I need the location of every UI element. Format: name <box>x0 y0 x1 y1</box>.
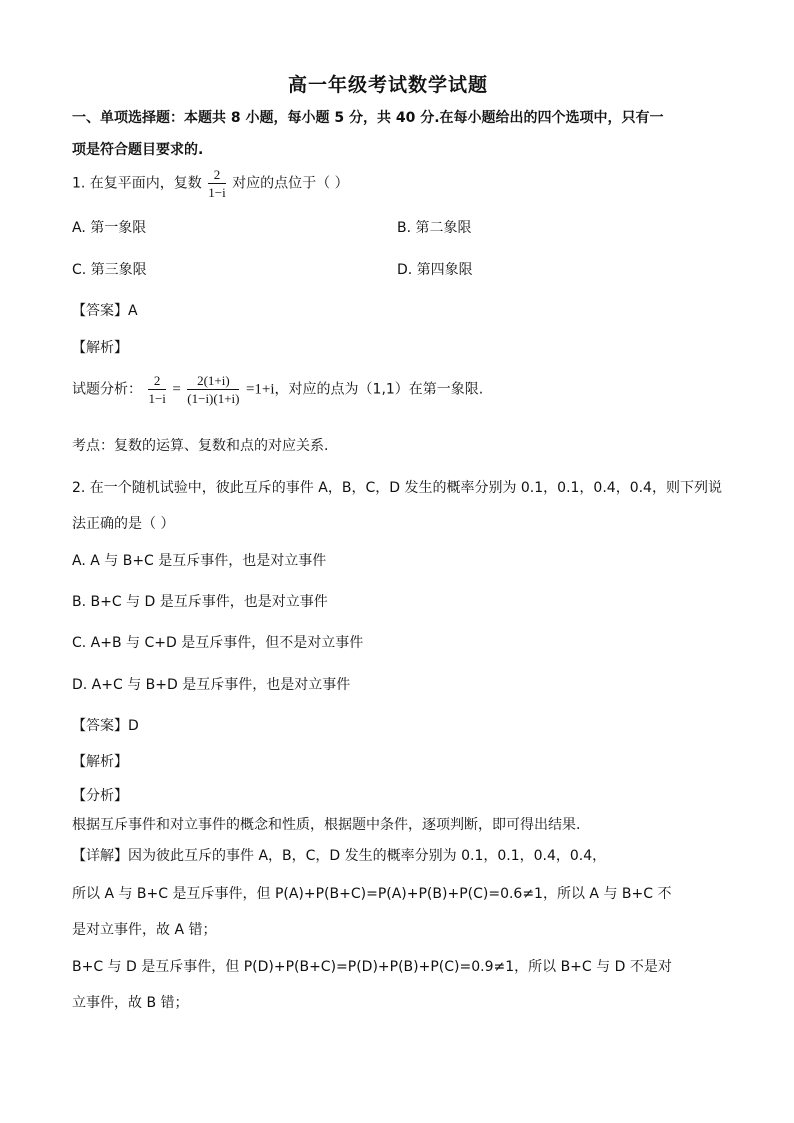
page-title: 高一年级考试数学试题 <box>288 74 489 96</box>
q1-fraction-num: 2 <box>208 166 225 184</box>
q1-option-c: C. 第三象限 <box>72 262 147 278</box>
q2-option-d: D. A+C 与 B+D 是互斥事件，也是对立事件 <box>72 677 351 693</box>
q1-f2-den: (1−i)(1+i) <box>187 391 240 406</box>
q1-answer: 【答案】A <box>72 303 138 319</box>
q1-f1-den: 1−i <box>148 391 166 406</box>
q2-option-a: A. A 与 B+C 是互斥事件，也是对立事件 <box>72 553 327 569</box>
q2-stem-line2: 法正确的是（ ） <box>72 516 175 532</box>
q2-detail-line3: 是对立事件，故 A 错； <box>72 922 217 938</box>
q1-analysis-suffix: ，对应的点为（1,1）在第一象限. <box>274 381 484 398</box>
section-instructions-line1: 一、单项选择题：本题共 8 小题，每小题 5 分，共 40 分.在每小题给出的四个选项中，只有一 <box>72 110 664 126</box>
q2-option-b: B. B+C 与 D 是互斥事件，也是对立事件 <box>72 594 328 610</box>
q1-analysis-fraction-1 <box>148 372 165 407</box>
q1-fraction <box>208 166 225 201</box>
q2-detail-line5: 立事件，故 B 错； <box>72 995 189 1011</box>
equals-sign: = <box>172 381 181 398</box>
q1-analysis-header: 【解析】 <box>72 340 128 356</box>
q1-option-b: B. 第二象限 <box>397 220 472 236</box>
q1-option-a: A. 第一象限 <box>72 220 147 236</box>
q2-fenxi-text: 根据互斥事件和对立事件的概念和性质，根据题中条件，逐项判断，即可得出结果. <box>72 817 581 833</box>
q1-fraction-den: 1−i <box>208 185 226 200</box>
q1-f2-num: 2(1+i) <box>187 372 239 390</box>
q1-analysis-result: =1+i <box>245 381 275 398</box>
q2-analysis-header: 【解析】 <box>72 754 128 770</box>
q2-detail-line1: 【详解】因为彼此互斥的事件 A，B，C，D 发生的概率分别为 0.1，0.1，0.4，0.4， <box>72 848 607 864</box>
q2-detail-line2: 所以 A 与 B+C 是互斥事件，但 P(A)+P(B+C)=P(A)+P(B)+P(C)=0.6≠1，所以 A 与 B+C 不 <box>72 886 672 902</box>
section-instructions-line2: 项是符合题目要求的. <box>72 142 204 158</box>
q2-detail-line4: B+C 与 D 是互斥事件，但 P(D)+P(B+C)=P(D)+P(B)+P(C)=0.9≠1，所以 B+C 与 D 不是对 <box>72 959 672 975</box>
q1-analysis-fraction-2 <box>187 372 239 407</box>
q2-stem-line1: 2. 在一个随机试验中，彼此互斥的事件 A，B，C，D 发生的概率分别为 0.1，0.1，0.4，0.4，则下列说 <box>72 480 722 496</box>
q1-kaodian: 考点：复数的运算、复数和点的对应关系. <box>72 438 329 454</box>
q1-f1-num: 2 <box>148 372 165 390</box>
q1-stem <box>72 166 349 201</box>
q1-option-d: D. 第四象限 <box>397 262 473 278</box>
q1-analysis-prefix: 试题分析： <box>72 381 142 398</box>
q2-answer: 【答案】D <box>72 718 139 734</box>
q1-stem-prefix: 1. 在复平面内，复数 <box>72 175 202 192</box>
q2-option-c: C. A+B 与 C+D 是互斥事件，但不是对立事件 <box>72 635 364 651</box>
q1-analysis <box>72 372 483 407</box>
q2-fenxi-header: 【分析】 <box>72 788 128 804</box>
q1-stem-suffix: 对应的点位于（ ） <box>232 175 349 192</box>
